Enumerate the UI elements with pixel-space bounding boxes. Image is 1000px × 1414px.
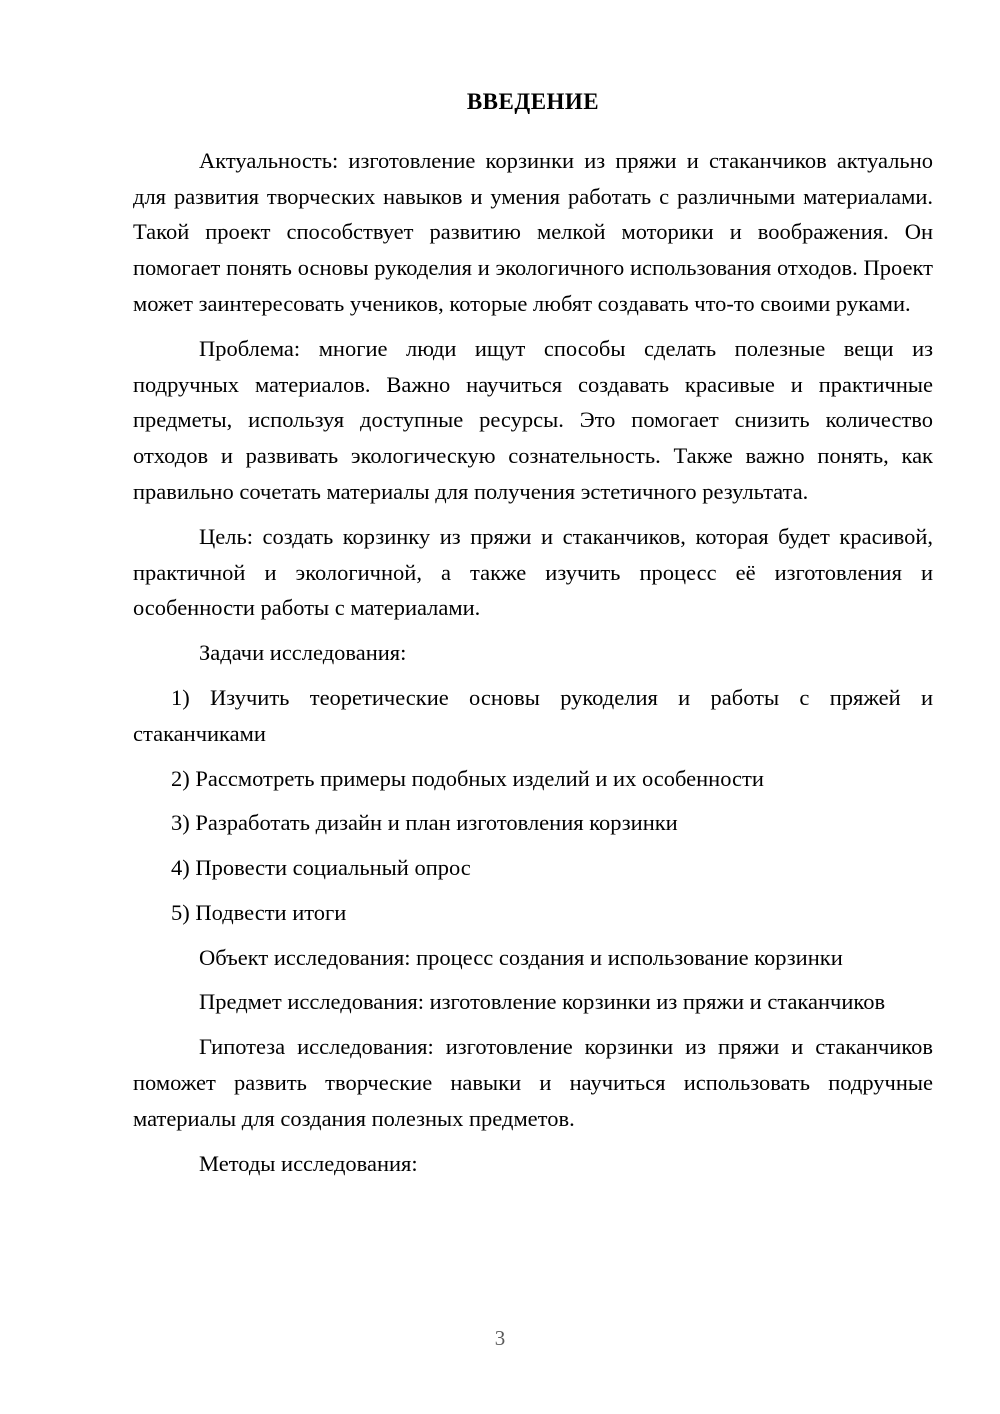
paragraph-relevance: Актуальность: изготовление корзинки из пряжи и стаканчиков актуально для развития творческих навыков и умения работать с различными материалами. Такой проект способствует развитию мелкой моторики и воображения. Он помогает понять основы рукоделия и экологичного использования отходов. Проект может заинтересовать учеников, которые любят создавать что-то своими руками.: [133, 147, 933, 316]
paragraph-goal: Цель: создать корзинку из пряжи и стаканчиков, которая будет красивой, практичной и экологичной, а также изучить процесс её изготовления и особенности работы с материалами.: [133, 523, 933, 621]
list-item: 4) Провести социальный опрос: [171, 855, 471, 881]
page-content: [133, 88, 933, 1190]
paragraph-subject: Предмет исследования: изготовление корзинки из пряжи и стаканчиков: [199, 989, 886, 1015]
list-item: 1) Изучить теоретические основы рукоделия и работы с пряжей и стаканчиками: [133, 684, 933, 746]
paragraph-problem: Проблема: многие люди ищут способы сделать полезные вещи из подручных материалов. Важно научиться создавать красивые и практичные предметы, используя доступные ресурсы. Это помогает снизить количество отходов и развивать экологическую сознательность. Также важно понять, как правильно сочетать материалы для получения эстетичного результата.: [133, 335, 933, 504]
list-item: 2) Рассмотреть примеры подобных изделий и их особенности: [171, 765, 764, 791]
page-number: 3: [494, 1326, 506, 1350]
page-title: ВВЕДЕНИЕ: [466, 89, 600, 114]
paragraph-hypothesis: Гипотеза исследования: изготовление корзинки из пряжи и стаканчиков поможет развить творческие навыки и научиться использовать подручные материалы для создания полезных предметов.: [133, 1034, 933, 1131]
methods-label: Методы исследования:: [199, 1150, 418, 1176]
list-item: 5) Подвести итоги: [171, 899, 347, 925]
paragraph-object: Объект исследования: процесс создания и использование корзинки: [199, 944, 843, 970]
tasks-label: Задачи исследования:: [199, 640, 407, 666]
list-item: 3) Разработать дизайн и план изготовления корзинки: [171, 810, 678, 836]
